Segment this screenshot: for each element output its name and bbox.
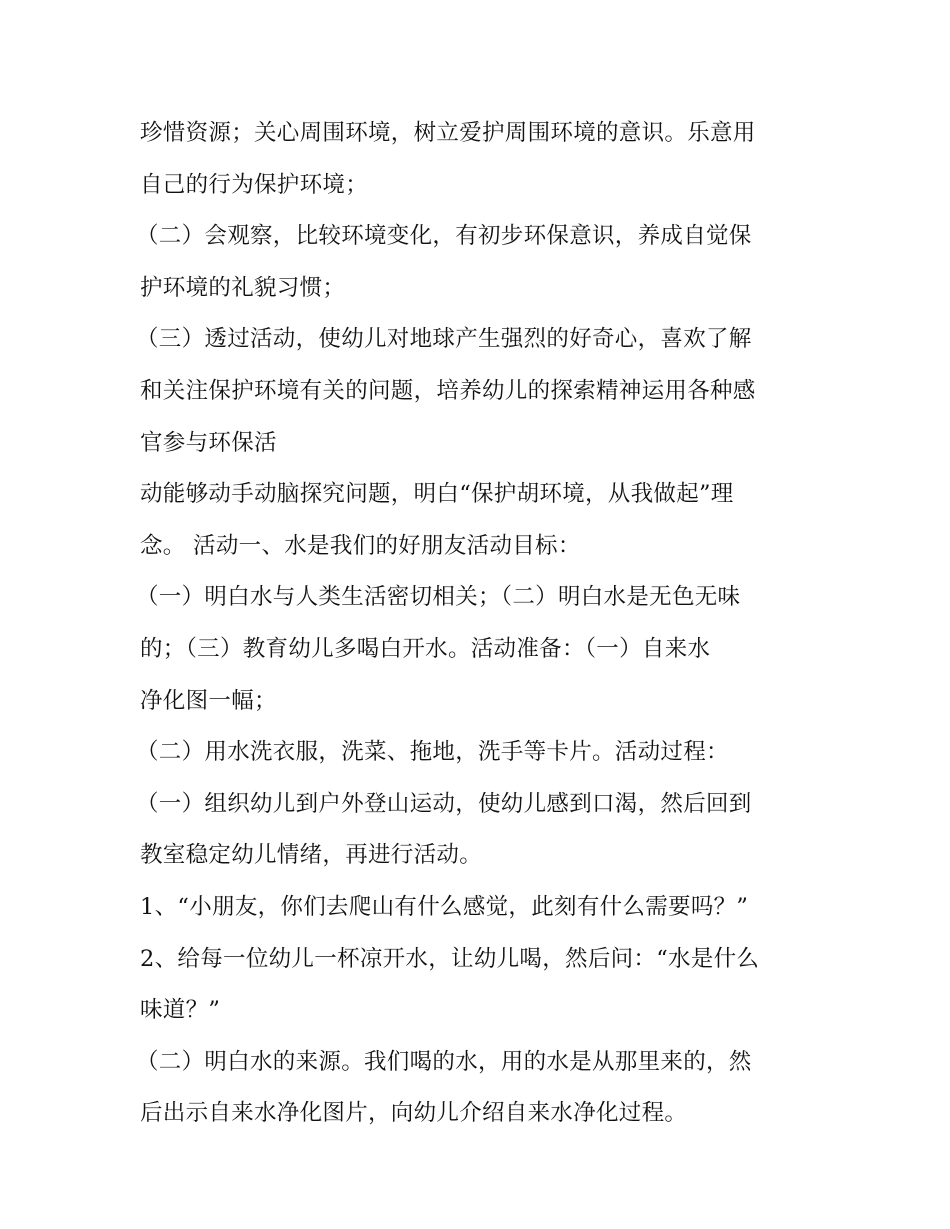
text-line: 2、给每一位幼儿一杯凉开水，让幼儿喝，然后问：“水是什么 [140, 945, 760, 972]
text-line: 珍惜资源；关心周围环境，树立爱护周围环境的意识。乐意用 [140, 120, 756, 146]
text-line: （三）透过活动，使幼儿对地球产生强烈的好奇心，喜欢了解 [136, 326, 752, 353]
text-line: （二）用水洗衣服，洗菜、拖地，洗手等卡片。活动过程： [136, 739, 729, 766]
text-line: 自己的行为保护环境； [140, 171, 369, 198]
text-line: 的；（三）教育幼儿多喝白开水。活动准备：（一）自来水 [140, 635, 711, 662]
text-line: （一）明白水与人类生活密切相关；（二）明白水是无色无味 [136, 584, 741, 611]
text-line: 和关注保护环境有关的问题，培养幼儿的探索精神运用各种感 [140, 377, 756, 404]
text-line: （二）明白水的来源。我们喝的水，用的水是从那里来的，然 [136, 1048, 752, 1075]
text-line: 念。 活动一、水是我们的好朋友活动目标： [140, 532, 581, 559]
text-line: 护环境的礼貌习惯； [140, 274, 346, 301]
document-body [136, 108, 820, 1140]
text-line: 味道？” [140, 997, 221, 1024]
text-line: （二）会观察，比较环境变化，有初步环保意识，养成自觉保 [136, 223, 752, 250]
text-line: 官参与环保活 [140, 429, 277, 456]
text-line: （一）组织幼儿到户外登山运动，使幼儿感到口渴，然后回到 [136, 790, 752, 817]
text-line: 后出示自来水净化图片，向幼儿介绍自来水净化过程。 [140, 1100, 688, 1127]
text-line: 1、“小朋友，你们去爬山有什么感觉，此刻有什么需要吗？” [140, 893, 749, 920]
text-line: 动能够动手动脑探究问题，明白“保护胡环境，从我做起”理 [140, 481, 734, 508]
text-line: 净化图一幅； [140, 687, 277, 714]
text-line: 教室稳定幼儿情绪，再进行活动。 [140, 842, 483, 869]
